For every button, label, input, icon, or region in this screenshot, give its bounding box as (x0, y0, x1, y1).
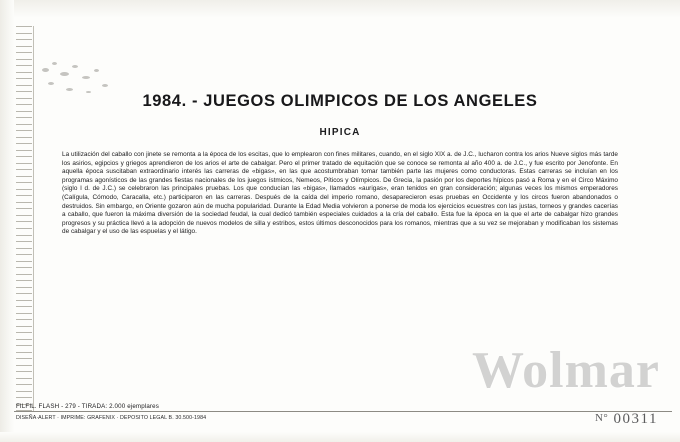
footer-legal-info: DISEÑA·ALERT · IMPRIME: GRAFENIX · DEPOSITO LEGAL B. 30.500-1984 (16, 415, 207, 421)
footer-edition-info: FILFIL. FLASH - 279 - TIRADA: 2.000 ejemplares (16, 403, 159, 410)
body-paragraph: La utilización del caballo con jinete se remonta a la época de los escitas, que lo emplearon con fines militares, cuando, en el siglo XIX a. de J.C., lucharon contra los arios Nueve siglos más tarde los asirios, egipcios y griegos aprendieron de los arios el arte de cabalgar. Pero el primer tratado de equitación que se conoce se remonta al año 400 a. de J.C., y fue escrito por Jenofonte. En aquella época suscitaban extraordinario interés las carreras de «bigas», en las que acostumbraban tomar también parte las mujeres como conductoras. Estas carreras se incluían en los programas agonísticos de las grandes fiestas nacionales de los juegos ístmicos, Nemeos, Píticos y Olímpicos. De Grecia, la pasión por los deportes hípicos pasó a Roma y en el Circo Máximo (siglo I d. de J.C.) se celebraron las principales pruebas. Los que conducían las «bigas», llamados «aurigas», eran tenidos en gran consideración; algunas veces los mismos emperadores (Calígula, Cómodo, Caracalla, etc.) participaron en las carreras. Después de la caída del imperio romano, desaparecieron esas pruebas en Occidente y los circos fueron abandonados o destruidos. Sin embargo, en Oriente gozaron aún de mucha popularidad. Durante la Edad Media volvieron a ponerse de moda los ejercicios ecuestres con las justas, torneos y grandes cacerías a caballo, que fueron la máxima diversión de la sociedad feudal, la cual dedicó también especiales cuidados a la cría del caballo. Esta fue la época en la que el arte de cabalgar hizo grandes progresos y su práctica llevó a la adopción de nuevos modelos de silla y estribos, estos últimos desconocidos para los romanos, mientras que a su vez se mejoraban y modificaban los sistemas de cabalgar y el uso de las espuelas y el látigo. (62, 151, 618, 236)
serial-number (595, 411, 658, 428)
watermark-text: Wolmar (472, 342, 660, 399)
page-title: 1984. - JUEGOS OLIMPICOS DE LOS ANGELES (142, 92, 538, 110)
document-body-region (62, 92, 618, 237)
paper-edge-top (0, 0, 680, 18)
paper-edge-bottom (0, 432, 680, 442)
margin-rule (33, 26, 34, 412)
serial-prefix: N° (594, 412, 609, 424)
page-subtitle: HIPICA (319, 127, 361, 138)
paper-edge-left (0, 0, 14, 442)
serial-value: 00311 (613, 411, 658, 427)
perforation-strip (16, 26, 32, 412)
footer-divider (14, 411, 672, 412)
